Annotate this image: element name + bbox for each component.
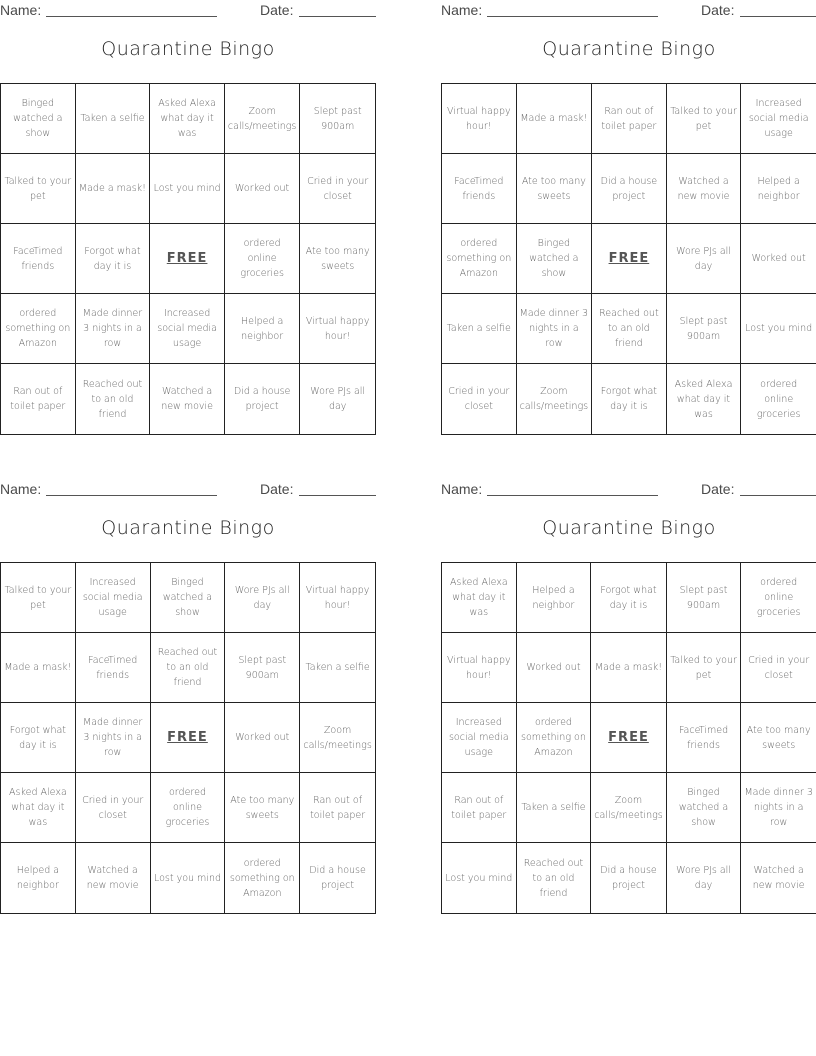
date-field-line[interactable] [740,495,816,496]
card-header [0,0,376,22]
bingo-cell[interactable]: Slept past 900am [300,84,375,154]
bingo-cell[interactable]: Cried in your closet [741,633,816,703]
bingo-cell[interactable]: Ate too many sweets [741,703,816,773]
bingo-cell[interactable]: Binged watched a show [667,773,742,843]
bingo-cell[interactable]: ordered something on Amazon [225,843,300,913]
bingo-cell[interactable]: Asked Alexa what day it was [667,364,742,434]
bingo-cell[interactable]: Ran out of toilet paper [300,773,375,843]
bingo-cell[interactable]: Talked to your pet [667,84,742,154]
bingo-cell[interactable]: Made a mask! [76,154,151,224]
bingo-cell[interactable]: Lost you mind [151,843,226,913]
free-space[interactable]: FREE [150,224,225,294]
card-title: Quarantine Bingo [101,517,275,539]
card-header [441,479,816,501]
bingo-cell[interactable]: Ran out of toilet paper [592,84,667,154]
bingo-cell[interactable]: Helped a neighbor [225,294,300,364]
bingo-cell[interactable]: Helped a neighbor [517,563,592,633]
name-label: Name: [0,2,42,18]
bingo-cell[interactable]: Made a mask! [517,84,592,154]
card-title: Quarantine Bingo [542,517,716,539]
bingo-cell[interactable]: Made dinner 3 nights in a row [741,773,816,843]
bingo-cell[interactable]: Talked to your pet [1,154,76,224]
bingo-cell[interactable]: ordered something on Amazon [517,703,592,773]
bingo-cell[interactable]: Cried in your closet [76,773,151,843]
bingo-cell[interactable]: Forgot what day it is [591,563,666,633]
bingo-cell[interactable]: Taken a selfie [517,773,592,843]
bingo-cell[interactable]: Worked out [517,633,592,703]
bingo-cell[interactable]: FaceTimed friends [76,633,151,703]
bingo-cell[interactable]: Ate too many sweets [300,224,375,294]
bingo-cell[interactable]: ordered something on Amazon [1,294,76,364]
bingo-cell[interactable]: Ran out of toilet paper [442,773,517,843]
bingo-cell[interactable]: ordered online groceries [756,378,801,420]
card-header [441,0,816,22]
bingo-cell[interactable]: Forgot what day it is [76,224,151,294]
bingo-cell[interactable]: Wore PJs all day [667,224,742,294]
bingo-cell[interactable]: Did a house project [309,865,366,891]
bingo-cell[interactable]: Zoom calls/meetings [300,703,375,773]
card-title: Quarantine Bingo [542,38,716,60]
bingo-cell[interactable]: Worked out [741,224,816,294]
bingo-cell[interactable]: Wore PJs all day [667,843,742,913]
bingo-cell[interactable]: Binged watched a show [151,563,226,633]
bingo-cell[interactable]: Slept past 900am [667,294,742,364]
bingo-cell[interactable]: Slept past 900am [225,633,300,703]
bingo-cell[interactable]: Talked to your pet [667,633,742,703]
bingo-grid [441,83,816,435]
bingo-cell[interactable]: Virtual happy hour! [442,84,517,154]
bingo-cell[interactable]: Taken a selfie [300,633,375,703]
bingo-cell[interactable]: Asked Alexa what day it was [150,84,225,154]
card-title: Quarantine Bingo [101,38,275,60]
bingo-cell[interactable]: Increased social media usage [76,563,151,633]
bingo-cell[interactable]: Zoom calls/meetings [591,773,666,843]
bingo-cell[interactable]: Forgot what day it is [592,364,667,434]
bingo-cell[interactable]: Reached out to an old friend [76,364,151,434]
name-label: Name: [0,481,42,497]
card-header [0,479,376,501]
bingo-cell[interactable]: Lost you mind [442,843,517,913]
date-label: Date: [260,2,294,18]
bingo-cell[interactable]: Virtual happy hour! [442,633,517,703]
bingo-cell[interactable]: Asked Alexa what day it was [1,773,76,843]
bingo-cell[interactable]: Zoom calls/meetings [225,84,300,154]
bingo-cell[interactable]: Cried in your closet [300,154,375,224]
bingo-cell[interactable]: Reached out to an old friend [151,633,226,703]
bingo-cell[interactable]: Helped a neighbor [741,154,816,224]
bingo-cell[interactable]: FaceTimed friends [442,154,517,224]
bingo-cell[interactable]: Zoom calls/meetings [517,364,592,434]
bingo-cell[interactable]: FaceTimed friends [667,703,742,773]
bingo-cell[interactable]: Virtual happy hour! [300,563,375,633]
bingo-cell[interactable]: Reached out to an old friend [592,294,667,364]
name-field-line[interactable] [46,495,217,496]
bingo-cell[interactable]: Lost you mind [741,294,816,364]
bingo-cell[interactable]: Watched a new movie [752,865,805,891]
date-field-line[interactable] [740,16,816,17]
name-label: Name: [441,481,483,497]
bingo-cell[interactable]: Wore PJs all day [310,386,366,412]
name-field-line[interactable] [487,495,658,496]
bingo-cell[interactable]: Did a house project [591,843,666,913]
bingo-cell[interactable]: Slept past 900am [667,563,742,633]
bingo-cell[interactable]: Taken a selfie [76,84,151,154]
bingo-cell[interactable]: Worked out [225,154,300,224]
bingo-cell[interactable]: Watched a new movie [150,364,225,434]
bingo-cell[interactable]: Worked out [225,703,300,773]
bingo-cell[interactable]: Did a house project [592,154,667,224]
date-label: Date: [701,481,735,497]
free-space[interactable]: FREE [592,224,667,294]
bingo-cell[interactable]: Made a mask! [591,633,666,703]
bingo-cell[interactable]: Did a house project [225,364,300,434]
bingo-grid [441,562,816,914]
bingo-cell[interactable]: Increased social media usage [741,84,816,154]
bingo-cell[interactable]: Watched a new movie [76,843,151,913]
bingo-cell[interactable]: ordered something on Amazon [442,224,517,294]
bingo-cell[interactable]: ordered online groceries [225,224,300,294]
bingo-cell[interactable]: Made dinner 3 nights in a row [76,294,151,364]
bingo-cell[interactable]: Asked Alexa what day it was [442,563,517,633]
name-label: Name: [441,2,483,18]
bingo-cell[interactable]: Watched a new movie [667,154,742,224]
bingo-cell[interactable]: Virtual happy hour! [300,294,375,364]
bingo-cell[interactable]: ordered online groceries [151,773,226,843]
bingo-cell[interactable]: Reached out to an old friend [517,843,592,913]
bingo-cell[interactable]: Ate too many sweets [225,773,300,843]
bingo-cell[interactable]: Made dinner 3 nights in a row [517,294,592,364]
date-field-line[interactable] [299,495,376,496]
bingo-cell[interactable]: Wore PJs all day [225,563,300,633]
bingo-cell[interactable]: Binged watched a show [1,84,76,154]
bingo-cell[interactable]: Ate too many sweets [517,154,592,224]
bingo-cell[interactable]: Binged watched a show [517,224,592,294]
date-label: Date: [260,481,294,497]
date-label: Date: [701,2,735,18]
bingo-cell[interactable]: Made dinner 3 nights in a row [76,703,151,773]
bingo-cell[interactable]: Taken a selfie [442,294,517,364]
bingo-cell[interactable]: Cried in your closet [442,364,517,434]
bingo-grid [0,83,376,435]
bingo-cell[interactable]: Forgot what day it is [1,703,76,773]
bingo-cell[interactable]: Made a mask! [1,633,76,703]
bingo-cell[interactable]: Lost you mind [150,154,225,224]
free-space[interactable]: FREE [591,703,666,773]
bingo-cell[interactable]: FaceTimed friends [1,224,76,294]
date-field-line[interactable] [299,16,376,17]
name-field-line[interactable] [487,16,658,17]
bingo-cell[interactable]: ordered online groceries [741,563,816,633]
bingo-cell[interactable]: Talked to your pet [1,563,76,633]
free-space[interactable]: FREE [151,703,226,773]
bingo-grid [0,562,376,914]
name-field-line[interactable] [46,16,217,17]
bingo-cell[interactable]: Helped a neighbor [1,843,76,913]
bingo-cell[interactable]: Increased social media usage [442,703,517,773]
bingo-cell[interactable]: Increased social media usage [150,294,225,364]
bingo-cell[interactable]: Ran out of toilet paper [1,364,76,434]
